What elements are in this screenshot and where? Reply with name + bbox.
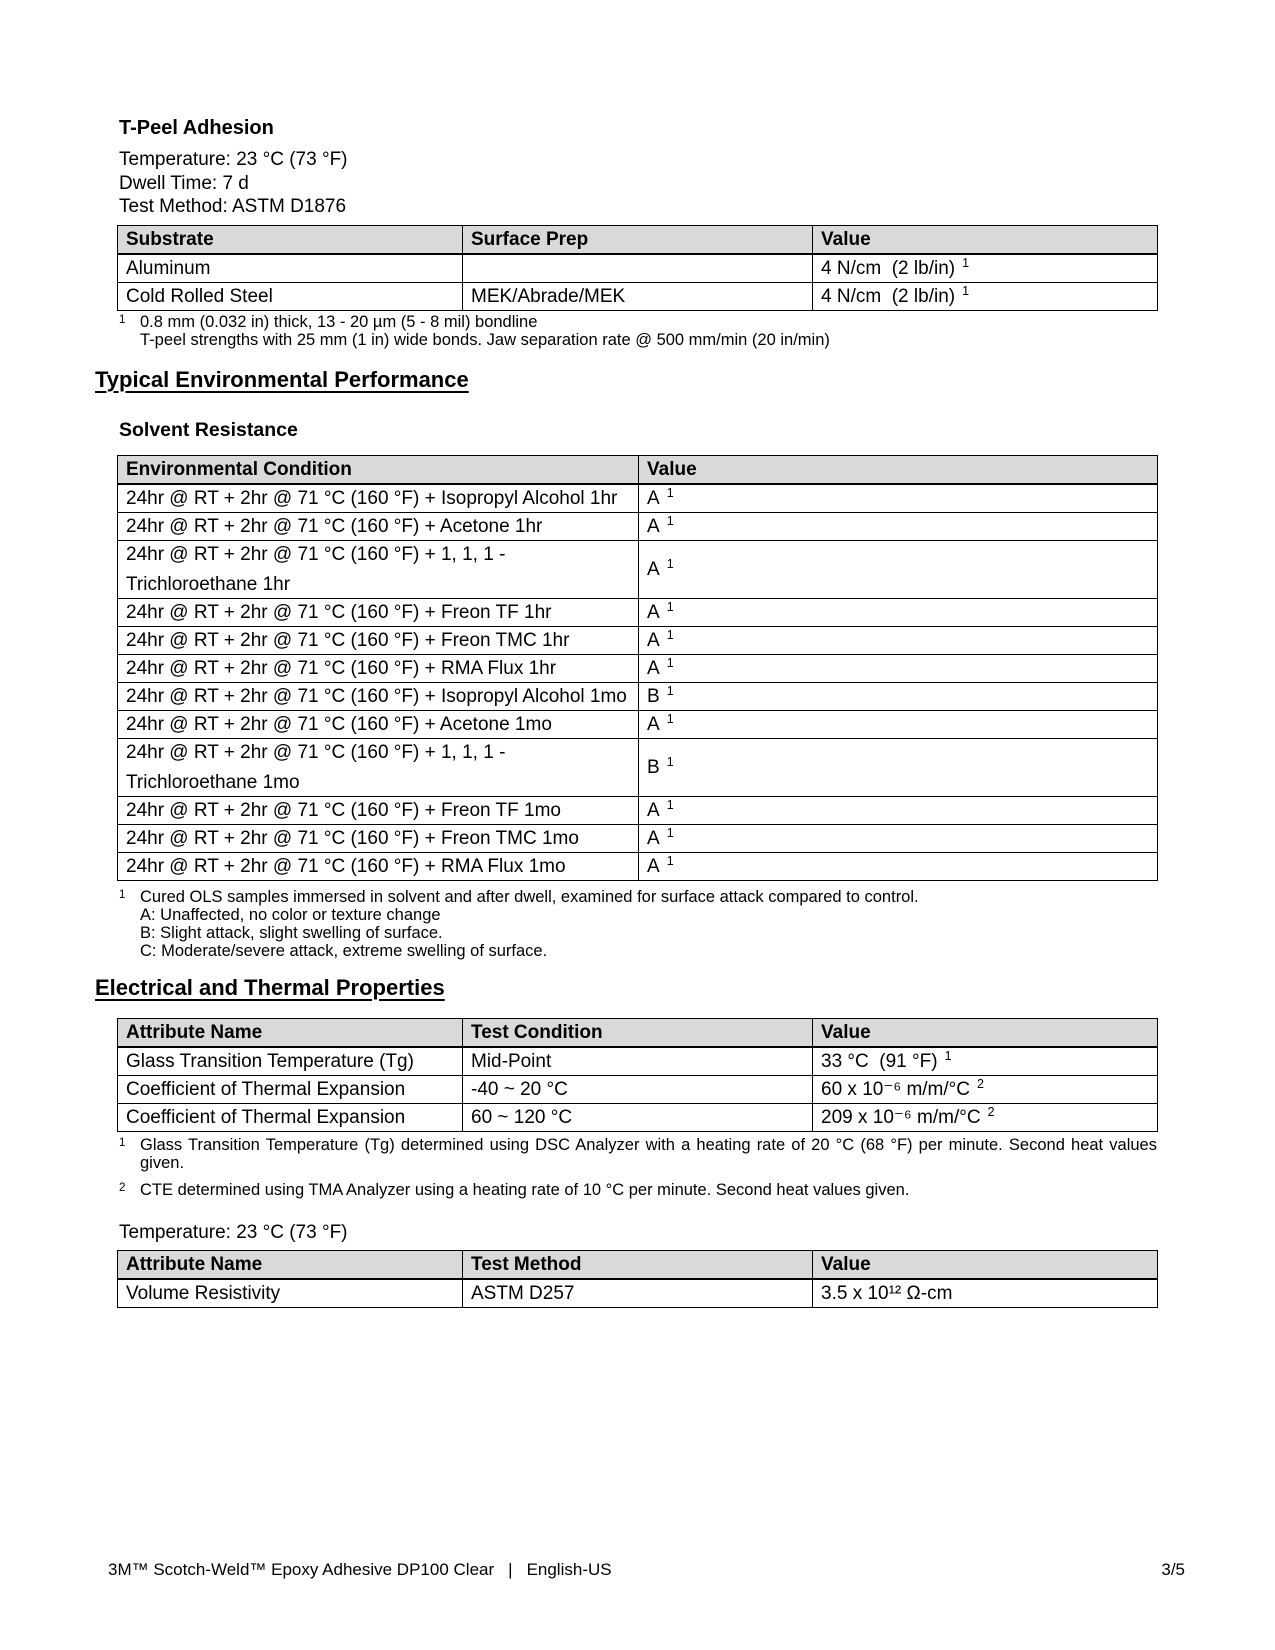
table-row [118,627,1158,655]
cell-condition: 24hr @ RT + 2hr @ 71 °C (160 °F) + RMA Flux 1hr [118,655,639,683]
footnote-ref: 2 [987,1104,995,1119]
table-row [118,825,1158,853]
footnote-line: CTE determined using TMA Analyzer using a heating rate of 10 °C per minute. Second heat values given. [140,1181,910,1199]
cell-condition: 24hr @ RT + 2hr @ 71 °C (160 °F) + Acetone 1mo [118,711,639,739]
table-row [118,1047,1158,1076]
footer-language: English-US [526,1560,612,1579]
cell-value: 4 N/cm (2 lb/in) $^1$ [813,254,1158,283]
cell-cond: Mid-Point [463,1047,813,1076]
solvent-col-condition: Environmental Condition [118,456,639,485]
cell-condition: 24hr @ RT + 2hr @ 71 °C (160 °F) + 1, 1, 1 - Trichloroethane 1mo [118,739,639,797]
cell-condition: 24hr @ RT + 2hr @ 71 °C (160 °F) + Freon TMC 1mo [118,825,639,853]
footnote-ref: 1 [666,627,674,642]
elec-col-value: Value [813,1019,1158,1048]
table-row [118,797,1158,825]
cell-value: A $^1$ [639,825,1158,853]
footnote-line: Cured OLS samples immersed in solvent and after dwell, examined for surface attack compared to control. [140,888,919,906]
cell-value: 60 x 10⁻⁶ m/m/°C $^2$ [813,1076,1158,1104]
cell-value: 3.5 x 10¹² Ω-cm [813,1279,1158,1308]
cell-value: A $^1$ [639,484,1158,513]
cell-value: A $^1$ [639,513,1158,541]
tpeel-dwell-time: Dwell Time: 7 d [119,172,249,194]
cell-value: 33 °C (91 °F) $^1$ [813,1047,1158,1076]
cell-attr: Glass Transition Temperature (Tg) [118,1047,463,1076]
cell-condition: 24hr @ RT + 2hr @ 71 °C (160 °F) + Acetone 1hr [118,513,639,541]
resistivity-temperature: Temperature: 23 °C (73 °F) [119,1222,348,1243]
elec-footnotes [119,1136,1157,1199]
tpeel-col-value: Value [813,226,1158,255]
elec-heading: Electrical and Thermal Properties [95,975,445,1000]
footer-page-number: 3/5 [1161,1560,1185,1579]
resistivity-col-value: Value [813,1251,1158,1280]
cell-attr: Volume Resistivity [118,1279,463,1308]
footnote-line: T-peel strengths with 25 mm (1 in) wide bonds. Jaw separation rate @ 500 mm/min (20 in/min) [140,331,830,349]
footnote-marker: 1 [119,1137,126,1149]
footnote-line: Glass Transition Temperature (Tg) determined using DSC Analyzer with a heating rate of 20 °C (68 °F) per minute. Second heat values given. [140,1136,1157,1172]
table-row [118,683,1158,711]
cell-value: B $^1$ [639,739,1158,797]
footer-separator: | [508,1560,513,1579]
cell-method: ASTM D257 [463,1279,813,1308]
cell-condition: 24hr @ RT + 2hr @ 71 °C (160 °F) + Freon TF 1hr [118,599,639,627]
elec-table [117,1018,1158,1132]
footnote-marker: 1 [119,889,126,901]
cell-value: A $^1$ [639,627,1158,655]
footnote-ref: 1 [666,655,674,670]
cell-substrate: Aluminum [118,254,463,283]
table-row [118,711,1158,739]
cell-condition: 24hr @ RT + 2hr @ 71 °C (160 °F) + Freon TMC 1hr [118,627,639,655]
footnote-ref: 2 [977,1076,984,1091]
solvent-subheading: Solvent Resistance [119,419,298,441]
table-row [118,1279,1158,1308]
footnote-ref: 1 [962,283,970,298]
footnote-line: B: Slight attack, slight swelling of surface. [140,924,443,942]
cell-value: A $^1$ [639,711,1158,739]
footnote-ref: 1 [666,853,674,868]
footnote-ref: 1 [666,825,674,840]
table-row [118,513,1158,541]
cell-prep: MEK/Abrade/MEK [463,283,813,311]
cell-value: A $^1$ [639,797,1158,825]
tpeel-title: T-Peel Adhesion [119,117,274,139]
tpeel-col-prep: Surface Prep [463,226,813,255]
footer-left [108,1560,612,1580]
solvent-header-row [118,456,1158,485]
solvent-table [117,455,1158,881]
footer-product: 3M™ Scotch-Weld™ Epoxy Adhesive DP100 Clear [108,1560,495,1579]
elec-col-attr: Attribute Name [118,1019,463,1048]
footnote-ref: 1 [666,683,674,698]
resistivity-col-method: Test Method [463,1251,813,1280]
solvent-footnote [119,888,1119,960]
cell-value: B $^1$ [639,683,1158,711]
tpeel-table [117,225,1158,311]
cell-value: A $^1$ [639,599,1158,627]
table-row [118,853,1158,881]
elec-header-row [118,1019,1158,1048]
footnote-ref: 1 [666,513,674,528]
cell-attr: Coefficient of Thermal Expansion [118,1076,463,1104]
cell-prep [463,254,813,283]
resistivity-col-attr: Attribute Name [118,1251,463,1280]
cell-substrate: Cold Rolled Steel [118,283,463,311]
cell-cond: 60 ~ 120 °C [463,1104,813,1132]
env-heading: Typical Environmental Performance [95,367,469,392]
table-row [118,599,1158,627]
page-footer [108,1560,1185,1580]
footnote-ref: 1 [666,556,674,571]
table-row [118,655,1158,683]
footnote-marker: 2 [119,1182,126,1194]
footnote-ref: 1 [666,711,674,726]
tpeel-col-substrate: Substrate [118,226,463,255]
resistivity-header-row [118,1251,1158,1280]
tpeel-header-row [118,226,1158,255]
cell-value: A $^1$ [639,853,1158,881]
cell-value: 4 N/cm (2 lb/in) $^1$ [813,283,1158,311]
footnote-line: 0.8 mm (0.032 in) thick, 13 - 20 µm (5 - 8 mil) bondline [140,313,538,331]
footnote-ref: 1 [666,485,674,500]
elec-col-cond: Test Condition [463,1019,813,1048]
cell-attr: Coefficient of Thermal Expansion [118,1104,463,1132]
cell-condition: 24hr @ RT + 2hr @ 71 °C (160 °F) + Freon TF 1mo [118,797,639,825]
footnote-ref: 1 [962,255,970,270]
footnote-ref: 1 [666,599,674,614]
footnote-marker: 1 [119,314,126,326]
cell-value: 209 x 10⁻⁶ m/m/°C $^2$ [813,1104,1158,1132]
footnote-line: C: Moderate/severe attack, extreme swelling of surface. [140,942,548,960]
cell-condition: 24hr @ RT + 2hr @ 71 °C (160 °F) + 1, 1, 1 - Trichloroethane 1hr [118,541,639,599]
table-row [118,1076,1158,1104]
tpeel-test-method: Test Method: ASTM D1876 [119,196,347,217]
cell-condition: 24hr @ RT + 2hr @ 71 °C (160 °F) + RMA Flux 1mo [118,853,639,881]
footnote-ref: 1 [944,1048,952,1063]
resistivity-table [117,1250,1158,1308]
table-row [118,484,1158,513]
table-row [118,1104,1158,1132]
cell-condition: 24hr @ RT + 2hr @ 71 °C (160 °F) + Isopropyl Alcohol 1hr [118,484,639,513]
footnote-ref: 1 [666,754,674,769]
cell-value: A $^1$ [639,541,1158,599]
solvent-col-value: Value [639,456,1158,485]
table-row [118,739,1158,797]
footnote-line: A: Unaffected, no color or texture change [140,906,441,924]
footnote-ref: 1 [666,797,674,812]
tpeel-temperature: Temperature: 23 °C (73 °F) [119,149,348,170]
tpeel-conditions [119,148,348,219]
cell-value: A $^1$ [639,655,1158,683]
cell-condition: 24hr @ RT + 2hr @ 71 °C (160 °F) + Isopropyl Alcohol 1mo [118,683,639,711]
cell-cond: -40 ~ 20 °C [463,1076,813,1104]
tpeel-footnote [119,313,1079,349]
table-row [118,254,1158,283]
table-row [118,283,1158,311]
table-row [118,541,1158,599]
